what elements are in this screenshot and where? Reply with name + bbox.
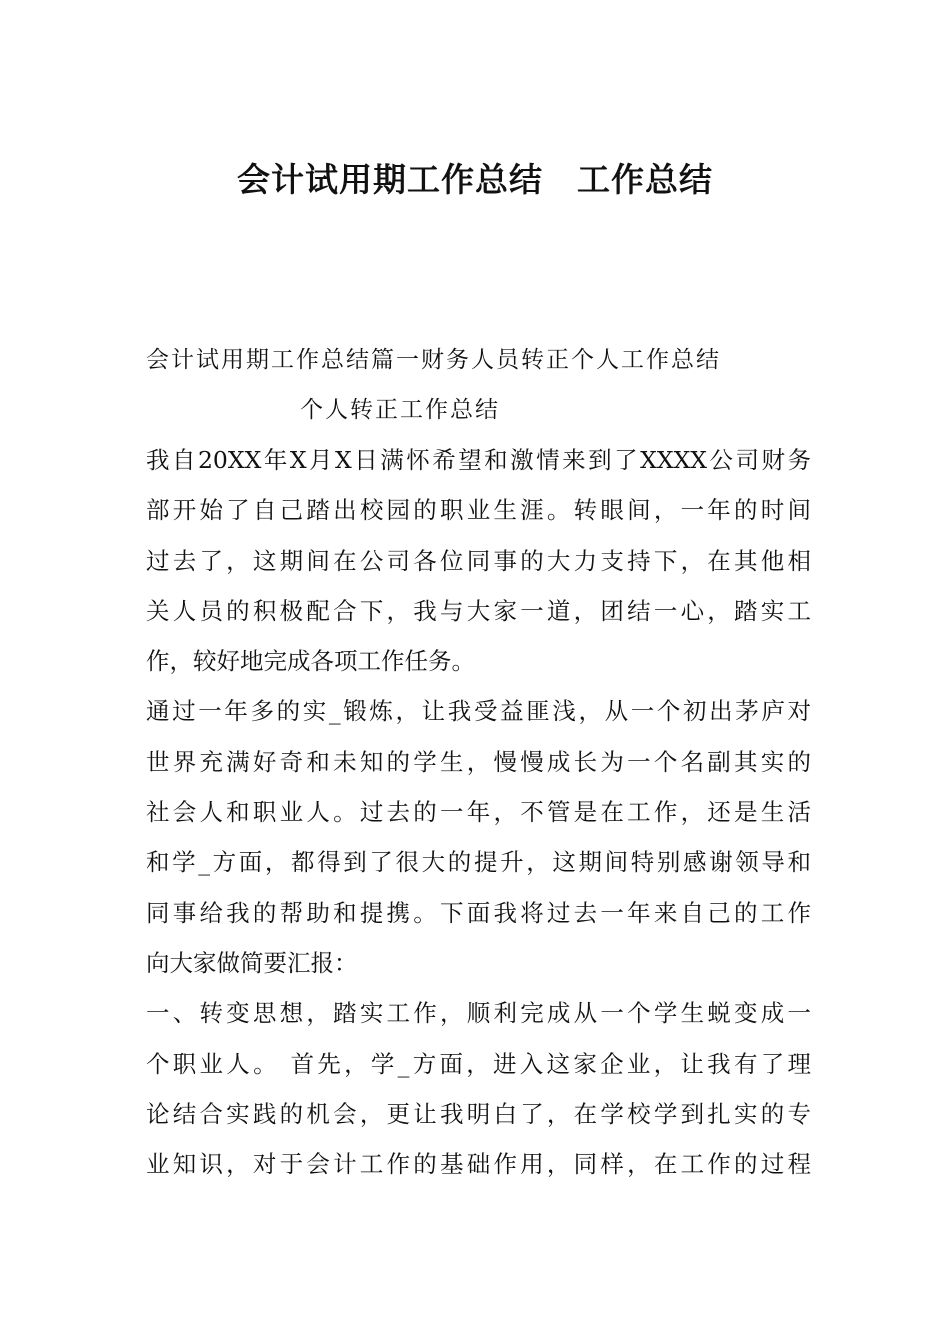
- document-subheading: 会计试用期工作总结篇一财务人员转正个人工作总结: [146, 347, 721, 373]
- body-text-line: 世界充满好奇和未知的学生，慢慢成长为一个名副其实的: [146, 747, 811, 776]
- body-text-line: 向大家做简要汇报：: [146, 948, 358, 977]
- document-subheading-2: 个人转正工作总结: [300, 397, 500, 423]
- body-text-line: 业知识，对于会计工作的基础作用，同样，在工作的过程: [146, 1150, 811, 1179]
- body-text-line: 作，较好地完成各项工作任务。: [146, 647, 475, 676]
- body-text-line: 我自20XX年X月X日满怀希望和激情来到了XXXX公司财务: [146, 446, 811, 474]
- body-text-line: 论结合实践的机会，更让我明白了，在学校学到扎实的专: [146, 1099, 811, 1128]
- body-text-line: 部开始了自己踏出校园的职业生涯。转眼间，一年的时间: [146, 496, 811, 525]
- document-title: 会计试用期工作总结 工作总结: [237, 160, 713, 199]
- body-text-line: 和学_方面，都得到了很大的提升，这期间特别感谢领导和: [146, 848, 811, 877]
- body-text-line: 同事给我的帮助和提携。下面我将过去一年来自己的工作: [146, 898, 811, 927]
- body-text-line: 一、转变思想，踏实工作，顺利完成从一个学生蜕变成一: [146, 999, 811, 1028]
- body-text-line: 通过一年多的实_锻炼，让我受益匪浅，从一个初出茅庐对: [146, 697, 811, 726]
- body-text-line: 关人员的积极配合下，我与大家一道，团结一心，踏实工: [146, 596, 811, 625]
- body-text-line: 个职业人。 首先，学_方面，进入这家企业，让我有了理: [146, 1049, 811, 1078]
- body-text-line: 社会人和职业人。过去的一年，不管是在工作，还是生活: [146, 798, 811, 827]
- body-text-line: 过去了，这期间在公司各位同事的大力支持下，在其他相: [146, 546, 811, 575]
- document-body: [146, 442, 811, 1196]
